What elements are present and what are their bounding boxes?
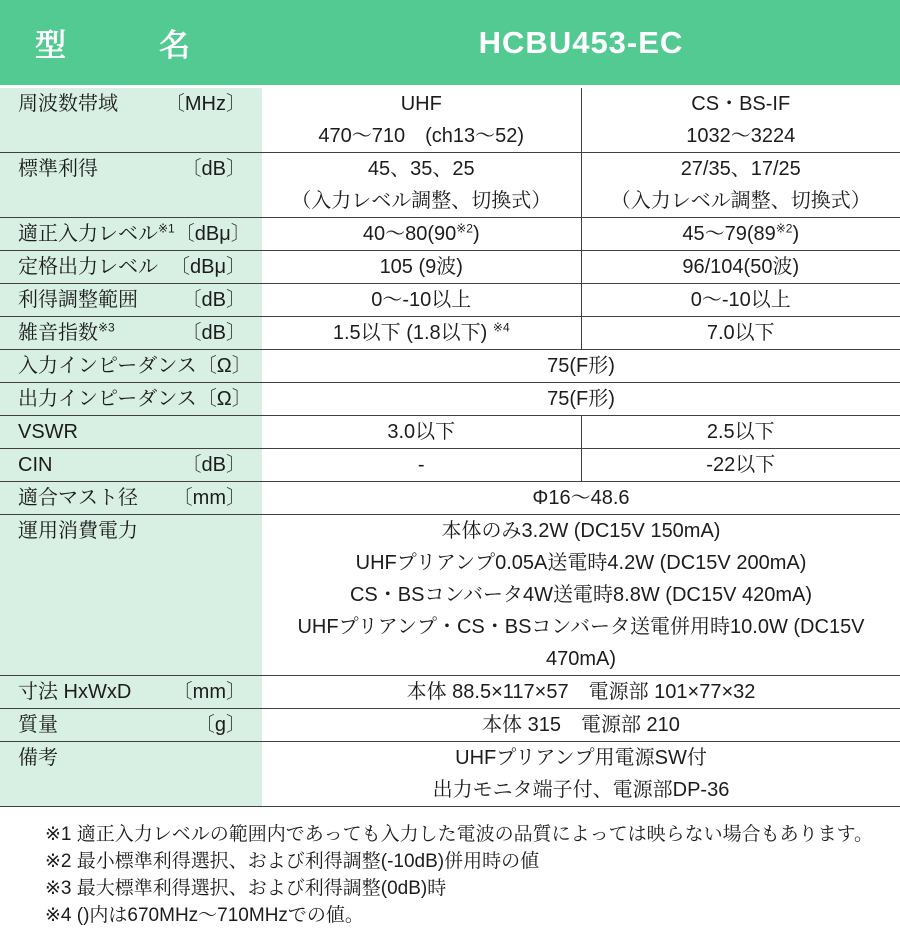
spec-value-uhf: 45、35、25 （入力レベル調整、切換式） (262, 153, 581, 217)
spec-value-uhf: - (262, 449, 581, 481)
spec-row-remarks (0, 742, 900, 807)
spec-value-span: 75(F形) (262, 350, 900, 382)
spec-row-vswr (0, 416, 900, 449)
spec-value-uhf: 105 (9波) (262, 251, 581, 283)
spec-row-power-consumption (0, 515, 900, 676)
spec-row-output-impedance (0, 383, 900, 416)
spec-unit: 〔dB〕 (182, 153, 246, 185)
spec-label-cell (0, 449, 262, 481)
spec-label-cell (0, 383, 262, 415)
spec-row-standard-gain (0, 153, 900, 218)
spec-row-input-impedance (0, 350, 900, 383)
spec-value-span: 75(F形) (262, 383, 900, 415)
spec-label: 標準利得 (18, 153, 98, 185)
spec-table (0, 88, 900, 807)
spec-unit: 〔dB〕 (182, 317, 246, 349)
spec-row-cin (0, 449, 900, 482)
spec-label-cell (0, 416, 262, 448)
spec-label: 備考 (18, 742, 58, 774)
spec-label-cell (0, 676, 262, 708)
spec-label-cell (0, 88, 262, 152)
spec-unit: 〔Ω〕 (197, 383, 252, 415)
spec-value-csbs: 0～-10以上 (581, 284, 900, 316)
spec-label: 利得調整範囲 (18, 284, 138, 316)
spec-row-weight (0, 709, 900, 742)
spec-value-uhf: 1.5以下 (1.8以下) $^{※4}$ (262, 317, 581, 349)
spec-value-uhf: UHF 470～710 (ch13～52) (262, 88, 581, 152)
spec-label-cell (0, 709, 262, 741)
spec-unit: 〔g〕 (195, 709, 246, 741)
footnotes (0, 807, 900, 929)
spec-label-cell (0, 515, 262, 675)
spec-label: 入力インピーダンス (18, 350, 197, 382)
spec-row-rated-output-level (0, 251, 900, 284)
spec-row-gain-adjust-range (0, 284, 900, 317)
spec-label-cell (0, 153, 262, 217)
model-label-right: 名 (159, 20, 190, 65)
spec-value-csbs: CS・BS-IF 1032～3224 (581, 88, 900, 152)
spec-value-span: UHFプリアンプ用電源SW付 出力モニタ端子付、電源部DP-36 (262, 742, 900, 806)
spec-unit: 〔dB〕 (182, 449, 246, 481)
spec-unit: 〔mm〕 (173, 482, 246, 514)
spec-label-cell (0, 218, 262, 250)
spec-value-csbs: 27/35、17/25 （入力レベル調整、切換式） (581, 153, 900, 217)
spec-label: 雑音指数$^{※3}$ (18, 317, 115, 349)
footnote: ※1 適正入力レベルの範囲内であっても入力した電波の品質によっては映らない場合もあります。 (45, 821, 880, 848)
spec-label: CIN (18, 449, 52, 481)
spec-label-cell (0, 284, 262, 316)
spec-unit: 〔dB〕 (182, 284, 246, 316)
spec-label-cell (0, 317, 262, 349)
spec-row-mast-diameter (0, 482, 900, 515)
spec-label-cell (0, 742, 262, 806)
footnote: ※4 ()内は670MHz～710MHzでの値。 (45, 902, 880, 929)
spec-value-span: 本体 315 電源部 210 (262, 709, 900, 741)
spec-row-frequency-band (0, 88, 900, 153)
spec-label: 寸法 HxWxD (18, 676, 131, 708)
spec-label: 適合マスト径 (18, 482, 138, 514)
spec-value-uhf: 40～80(90$^{※2}$) (262, 218, 581, 250)
spec-label: 周波数帯域 (18, 88, 118, 120)
spec-value-span: 本体のみ3.2W (DC15V 150mA) UHFプリアンプ0.05A送電時4.2W (DC15V 200mA) CS・BSコンバータ4W送電時8.8W (DC15V 420mA) UHFプリアンプ・CS・BSコンバータ送電併用時10.0W (DC15V 470mA) (262, 515, 900, 675)
spec-label: 適正入力レベル$^{※1}$ (18, 218, 175, 250)
spec-unit: 〔mm〕 (173, 676, 246, 708)
spec-value-uhf: 3.0以下 (262, 416, 581, 448)
spec-label: VSWR (18, 416, 78, 448)
spec-unit: 〔Ω〕 (197, 350, 252, 382)
spec-value-csbs: 45～79(89$^{※2}$) (581, 218, 900, 250)
spec-row-noise-figure (0, 317, 900, 350)
spec-value-csbs: 7.0以下 (581, 317, 900, 349)
spec-label-cell (0, 350, 262, 382)
header-band (0, 0, 900, 85)
spec-value-uhf: 0～-10以上 (262, 284, 581, 316)
spec-label-cell (0, 482, 262, 514)
spec-value-span: 本体 88.5×117×57 電源部 101×77×32 (262, 676, 900, 708)
spec-value-csbs: 2.5以下 (581, 416, 900, 448)
model-name-label-area (0, 20, 262, 65)
spec-unit: 〔MHz〕 (165, 88, 246, 120)
footnote: ※3 最大標準利得選択、および利得調整(0dB)時 (45, 875, 880, 902)
spec-label: 出力インピーダンス (18, 383, 197, 415)
model-label-left: 型 (35, 20, 66, 65)
spec-label: 運用消費電力 (18, 515, 138, 547)
spec-unit: 〔dBμ〕 (175, 218, 251, 250)
spec-label: 定格出力レベル (18, 251, 158, 283)
spec-label-cell (0, 251, 262, 283)
spec-row-dimensions (0, 676, 900, 709)
spec-unit: 〔dBμ〕 (170, 251, 246, 283)
spec-value-csbs: -22以下 (581, 449, 900, 481)
footnote: ※2 最小標準利得選択、および利得調整(-10dB)併用時の値 (45, 848, 880, 875)
spec-value-csbs: 96/104(50波) (581, 251, 900, 283)
spec-label: 質量 (18, 709, 58, 741)
spec-value-span: Φ16～48.6 (262, 482, 900, 514)
model-number: HCBU453-EC (262, 25, 900, 61)
spec-row-input-level (0, 218, 900, 251)
